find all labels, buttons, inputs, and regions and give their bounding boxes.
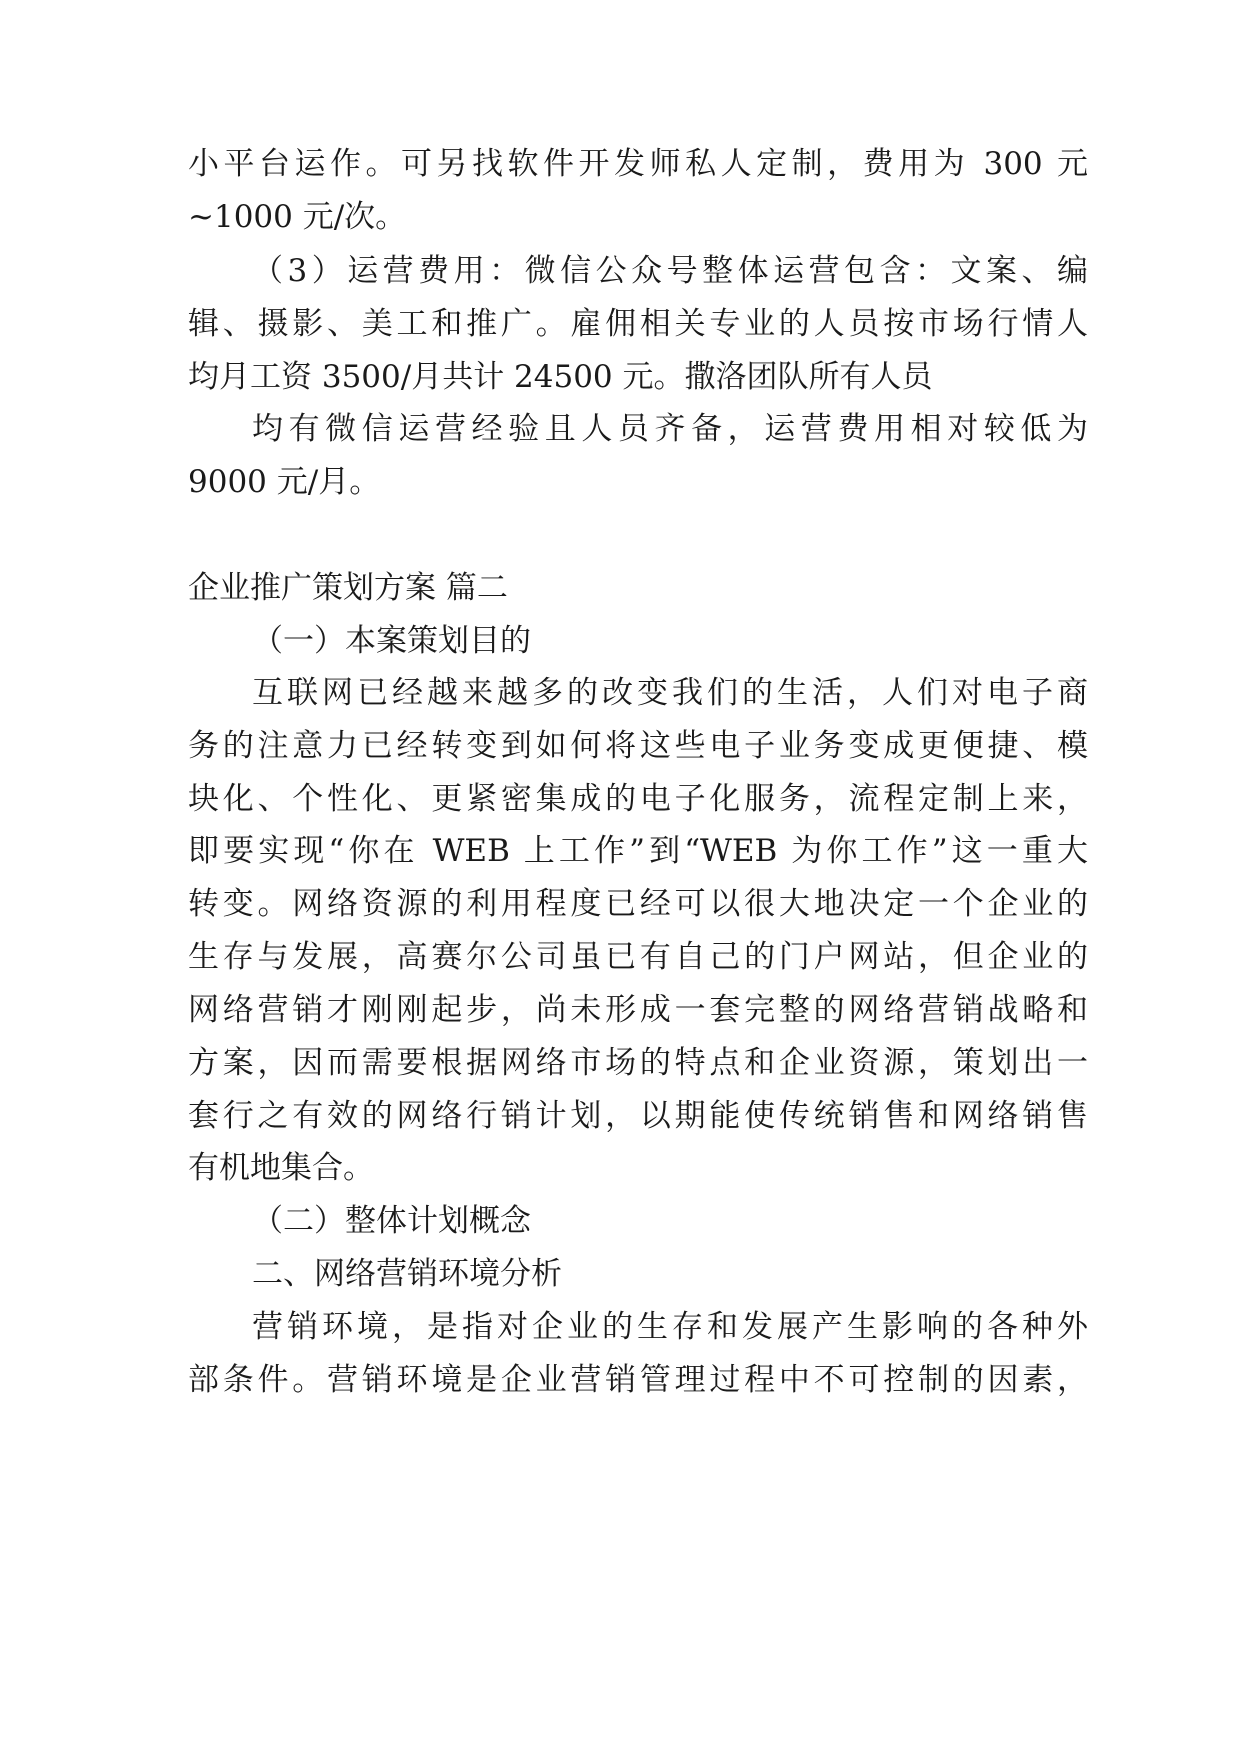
paragraph-line: 方案，因而需要根据网络市场的特点和企业资源，策划出一	[188, 1045, 1088, 1081]
paragraph-line: 小平台运作。可另找软件开发师私人定制，费用为 300 元	[188, 146, 1088, 182]
subsection-heading: （一）本案策划目的	[252, 623, 531, 659]
paragraph-line: 网络营销才刚刚起步，尚未形成一套完整的网络营销战略和	[188, 992, 1088, 1028]
paragraph-line: 有机地集合。	[188, 1150, 374, 1186]
paragraph-line: ~1000 元/次。	[188, 199, 407, 235]
section-heading: 二、网络营销环境分析	[252, 1256, 562, 1292]
paragraph-line: 套行之有效的网络行销计划，以期能使传统销售和网络销售	[188, 1098, 1088, 1134]
paragraph-line: 部条件。营销环境是企业营销管理过程中不可控制的因素，	[188, 1362, 1088, 1398]
paragraph-line: 务的注意力已经转变到如何将这些电子业务变成更便捷、模	[188, 728, 1088, 764]
paragraph-line: 互联网已经越来越多的改变我们的生活，人们对电子商	[252, 675, 1088, 711]
paragraph-line: 营销环境，是指对企业的生存和发展产生影响的各种外	[252, 1309, 1088, 1345]
paragraph-line: 即要实现“你在 WEB 上工作”到“WEB 为你工作”这一重大	[188, 833, 1088, 869]
paragraph-line: 均有微信运营经验且人员齐备，运营费用相对较低为	[252, 411, 1088, 447]
section-item-3-heading: （3）运营费用：微信公众号整体运营包含：文案、编	[252, 253, 1088, 289]
section-title: 企业推广策划方案 篇二	[188, 570, 508, 606]
paragraph-line: 辑、摄影、美工和推广。雇佣相关专业的人员按市场行情人	[188, 306, 1088, 342]
paragraph-line: 转变。网络资源的利用程度已经可以很大地决定一个企业的	[188, 886, 1088, 922]
paragraph-line: 9000 元/月。	[188, 464, 381, 500]
paragraph-line: 生存与发展，高赛尔公司虽已有自己的门户网站，但企业的	[188, 939, 1088, 975]
paragraph-line: 块化、个性化、更紧密集成的电子化服务，流程定制上来，	[188, 781, 1088, 817]
paragraph-line: 均月工资 3500/月共计 24500 元。撒洛团队所有人员	[188, 359, 933, 395]
subsection-heading: （二）整体计划概念	[252, 1203, 531, 1239]
